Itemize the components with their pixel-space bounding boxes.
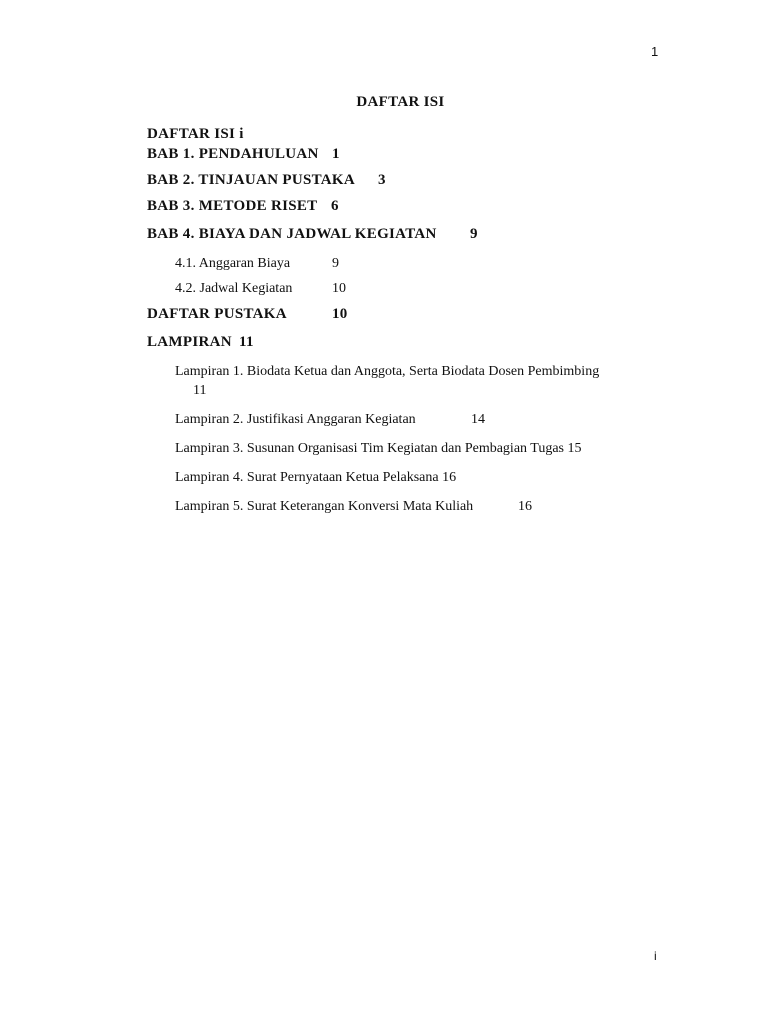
toc-entry-label: BAB 3. METODE RISET <box>147 198 318 214</box>
toc-entry-page: 1 <box>332 146 340 162</box>
toc-entry-label: LAMPIRAN <box>147 334 232 350</box>
toc-entry-page: 14 <box>471 412 485 427</box>
footer-page-number: i <box>654 949 657 963</box>
toc-entry <box>147 226 478 243</box>
toc-entry <box>147 146 340 163</box>
toc-entry-label: DAFTAR PUSTAKA <box>147 306 287 322</box>
toc-subentry <box>175 499 532 515</box>
toc-entry-label: BAB 1. PENDAHULUAN <box>147 146 319 162</box>
toc-entry-label: Lampiran 2. Justifikasi Anggaran Kegiatan <box>175 412 416 427</box>
toc-subentry <box>175 470 456 486</box>
toc-entry-page: i <box>239 126 244 142</box>
toc-entry-page: 11 <box>193 383 207 398</box>
toc-subentry <box>175 281 346 297</box>
toc-entry-page: 15 <box>567 441 582 456</box>
header-page-number: 1 <box>651 44 659 59</box>
toc-entry-page: 9 <box>470 226 478 242</box>
toc-subentry <box>175 441 582 457</box>
toc-subentry-page-wrap <box>193 383 206 399</box>
toc-entry-page: 16 <box>518 499 532 514</box>
toc-entry <box>147 198 339 215</box>
toc-entry-page: 6 <box>331 198 339 214</box>
toc-entry <box>147 334 254 351</box>
toc-entry-label: Lampiran 3. Susunan Organisasi Tim Kegiatan dan Pembagian Tugas <box>175 441 564 456</box>
toc-entry-page: 3 <box>378 172 386 188</box>
toc-entry-page: 10 <box>332 306 348 322</box>
toc-entry-label: BAB 4. BIAYA DAN JADWAL KEGIATAN <box>147 226 437 242</box>
toc-entry-page: 11 <box>239 334 254 350</box>
toc-subentry <box>175 412 485 428</box>
toc-entry-page: 10 <box>332 281 346 296</box>
toc-entry-label: Lampiran 4. Surat Pernyataan Ketua Pelaksana <box>175 470 439 485</box>
toc-title: DAFTAR ISI <box>356 94 445 110</box>
toc-entry <box>147 126 244 143</box>
toc-entry-label: 4.2. Jadwal Kegiatan <box>175 281 293 296</box>
toc-entry-page: 9 <box>332 256 339 271</box>
toc-entry-label: 4.1. Anggaran Biaya <box>175 256 291 271</box>
toc-entry-label: Lampiran 5. Surat Keterangan Konversi Mata Kuliah <box>175 499 474 514</box>
toc-entry-label: BAB 2. TINJAUAN PUSTAKA <box>147 172 356 188</box>
toc-entry <box>147 172 386 189</box>
toc-entry-page: 16 <box>442 470 457 485</box>
toc-entry <box>147 306 348 323</box>
toc-subentry <box>175 256 339 272</box>
toc-entry-label: Lampiran 1. Biodata Ketua dan Anggota, Serta Biodata Dosen Pembimbing <box>175 364 600 379</box>
toc-subentry <box>175 364 599 380</box>
toc-entry-label: DAFTAR ISI <box>147 126 236 142</box>
